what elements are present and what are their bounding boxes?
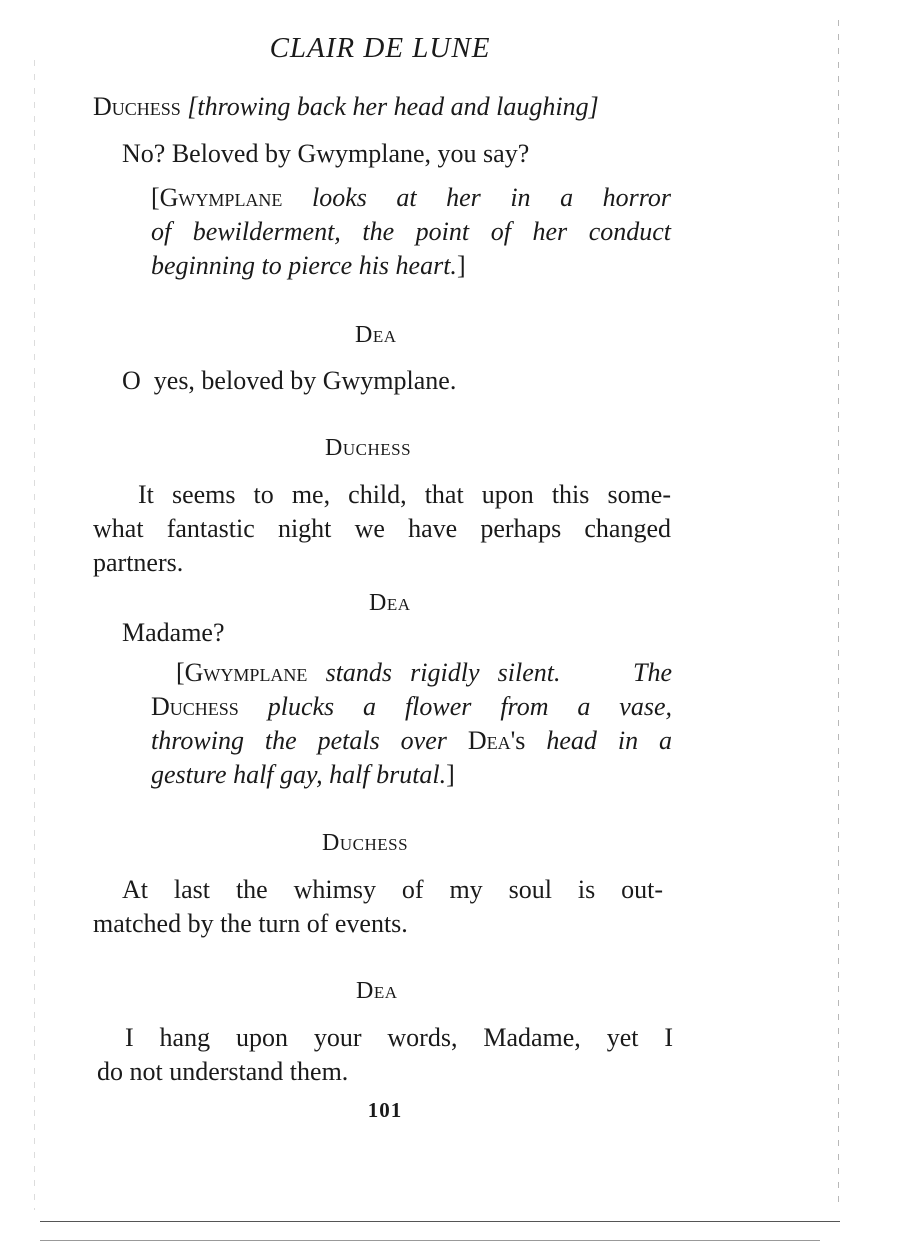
character-name: Duchess	[151, 692, 239, 721]
dialogue-line: Madame?	[122, 618, 225, 647]
dialogue-paragraph	[93, 873, 663, 941]
stage-direction-text: beginning to pierce his heart.	[151, 251, 457, 280]
stage-direction-text: looks at her in a horror	[311, 183, 671, 212]
dialogue-line: do not understand them.	[97, 1057, 349, 1086]
character-name: Dea	[467, 726, 511, 755]
dialogue-line: matched by the turn of events.	[93, 909, 408, 938]
dialogue-line: what fantastic night we have perhaps changed	[93, 514, 671, 543]
possessive: 's	[510, 726, 526, 755]
dialogue-line: At last the whimsy of my soul is out-	[122, 875, 663, 904]
dialogue-line: partners.	[93, 548, 184, 577]
stage-direction-text: head in a	[546, 726, 673, 755]
stage-direction-text: of bewilderment, the point of her conduct	[151, 217, 671, 246]
stage-direction-block	[151, 656, 672, 792]
stage-direction-text: throwing the petals over	[151, 726, 447, 755]
bracket-close: ]	[446, 760, 455, 789]
stage-direction-text: plucks a flower from a vase,	[267, 692, 672, 721]
page-bottom-rule	[40, 1221, 840, 1222]
dialogue-paragraph	[93, 478, 671, 580]
bracket-close: ]	[456, 251, 466, 280]
dialogue-line: It seems to me, child, that upon this some-	[138, 480, 671, 509]
stage-direction-text: stands rigidly silent. The	[325, 658, 672, 687]
page-edge-left	[34, 60, 35, 1210]
speech-block-duchess-1	[93, 90, 599, 124]
speaker-name: Dea	[369, 590, 411, 616]
page-edge-right	[838, 20, 839, 1210]
speaker-name: Dea	[356, 978, 398, 1004]
dialogue-paragraph	[97, 1021, 673, 1089]
character-name: [Gwymplane	[151, 183, 283, 212]
speaker-name: Duchess	[93, 92, 181, 121]
speaker-name: Duchess	[322, 830, 409, 856]
page-number: 101	[367, 1098, 403, 1122]
dialogue-line: O yes, beloved by Gwymplane.	[122, 366, 457, 395]
character-name: [Gwymplane	[176, 658, 308, 687]
dialogue-line: No? Beloved by Gwymplane, you say?	[122, 139, 530, 168]
speaker-name: Dea	[355, 322, 397, 348]
stage-direction-text: gesture half gay, half brutal.	[151, 760, 447, 789]
stage-direction-block	[151, 181, 671, 283]
stage-direction: [throwing back her head and laughing]	[187, 92, 599, 121]
dialogue-line: I hang upon your words, Madame, yet I	[125, 1023, 673, 1052]
speaker-name: Duchess	[325, 435, 412, 461]
running-header: CLAIR DE LUNE	[269, 32, 491, 64]
page-bottom-rule-2	[40, 1240, 820, 1241]
